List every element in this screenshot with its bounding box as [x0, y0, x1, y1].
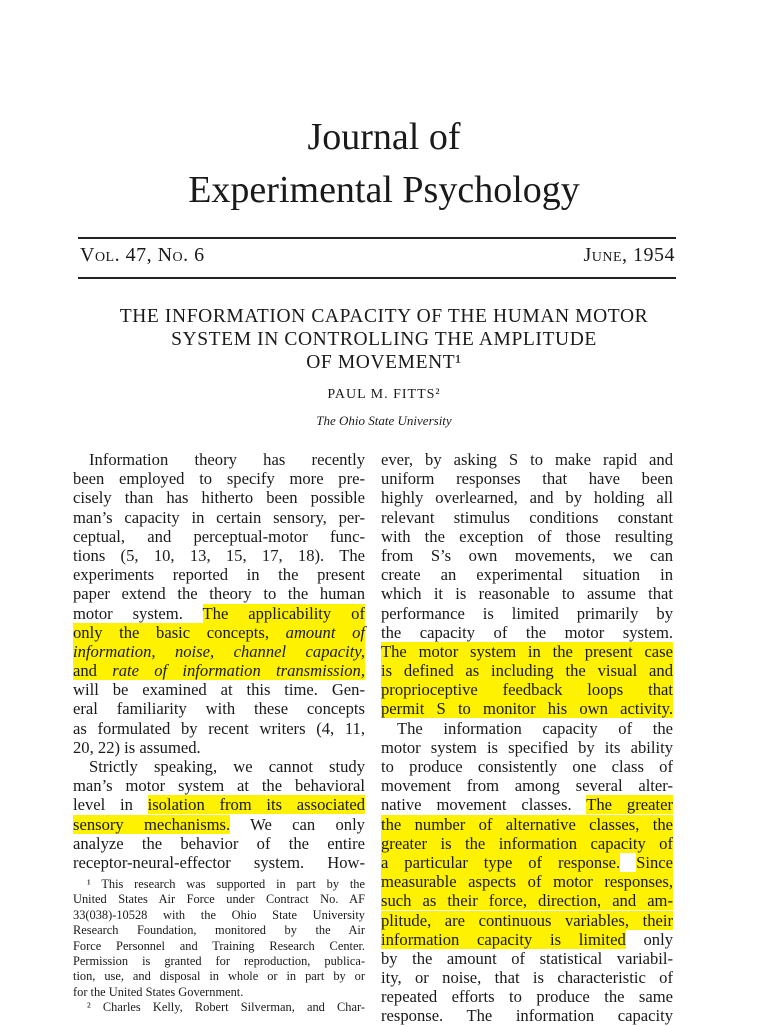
text-line [381, 795, 673, 814]
text-line [381, 680, 673, 699]
text-line: receptor-neural-effector system. How- [73, 852, 365, 872]
highlighted-text: plitude, are continuous variables, their [381, 910, 673, 930]
text-segment: and [73, 661, 97, 681]
right-column [381, 450, 673, 1026]
text-line [381, 930, 673, 949]
header-rule-bottom [78, 277, 676, 279]
author-name: PAUL M. FITTS² [327, 387, 441, 402]
text-line: tions (5, 10, 13, 15, 17, 18). The [73, 545, 365, 565]
text-line [73, 815, 365, 834]
highlighted-text [73, 661, 365, 680]
text-line: movement from among several alter- [381, 776, 673, 796]
journal-title-line2: Experimental Psychology [188, 169, 580, 211]
article-title-line: THE INFORMATION CAPACITY OF THE HUMAN MOTOR [119, 306, 649, 327]
text-line: highly overlearned, and by holding all [381, 488, 673, 508]
text-line: experiments reported in the present [73, 565, 365, 585]
text-line: ceptual, and perceptual-motor func- [73, 526, 365, 546]
text-segment: motor system. [73, 603, 183, 623]
text-line: Information theory has recently [89, 450, 365, 469]
text-line [73, 795, 365, 814]
highlighted-text: greater is the information capacity of [381, 833, 673, 853]
text-line: man’s motor system at the behavioral [73, 776, 365, 796]
highlighted-text: The applicability of [202, 603, 365, 623]
highlighted-text: such as their force, direction, and am- [381, 891, 673, 911]
highlighted-text [73, 623, 365, 642]
text-segment: only the basic concepts, [73, 622, 269, 642]
text-line: ever, by asking S to make rapid and [381, 450, 673, 469]
text-line [73, 642, 365, 661]
text-line [381, 911, 673, 930]
footnote-line: 33(038)-10528 with the Ohio State University [73, 907, 365, 922]
footnote-line: Research Foundation, monitored by the Air [73, 923, 365, 938]
text-line [73, 661, 365, 680]
highlighted-text: proprioceptive feedback loops that [381, 680, 673, 700]
text-line: paper extend the theory to the human [73, 584, 365, 604]
text-line: man’s capacity in certain sensory, per- [73, 507, 365, 527]
highlighted-text: a particular type of response. [381, 852, 621, 872]
text-line: which it is reasonable to assume that [381, 584, 673, 604]
italic-term: rate of information transmission, [112, 661, 365, 681]
text-line: response. The information capacity [381, 1006, 673, 1026]
text-line: to produce consistently one class of [381, 757, 673, 776]
text-segment: We can only [250, 814, 365, 834]
highlighted-text: is defined as including the visual and [381, 661, 673, 681]
header-rule-top [78, 237, 676, 239]
highlighted-italic-text: information, noise, channel capacity, [73, 641, 365, 661]
footnote-line: Force Personnel and Training Research Center. [73, 938, 365, 953]
text-line [381, 642, 673, 661]
text-line: The information capacity of the [397, 718, 673, 738]
text-line: performance is limited primarily by [381, 603, 673, 623]
text-line: cisely than has hitherto been possible [73, 488, 365, 508]
text-line [381, 815, 673, 834]
footnotes [73, 877, 365, 1016]
text-line: uniform responses that have been [381, 469, 673, 489]
highlighted-text: measurable aspects of motor responses, [381, 872, 673, 892]
text-line [381, 834, 673, 853]
highlighted-text: The motor system in the present case [381, 641, 673, 661]
highlighted-text: isolation from its associated [147, 795, 365, 815]
text-line: motor system is specified by its ability [381, 737, 673, 757]
text-line: from S’s own movements, we can [381, 545, 673, 565]
text-line: Strictly speaking, we cannot study [89, 757, 365, 776]
text-line: relevant stimulus conditions constant [381, 507, 673, 527]
text-line [381, 891, 673, 910]
highlighted-text: the number of alternative classes, the [381, 814, 673, 834]
footnote-line: United States Air Force under Contract No. AF [73, 892, 365, 907]
text-line: repeated efforts to produce the same [381, 987, 673, 1007]
text-line: ity, or noise, that is characteristic of [381, 968, 673, 988]
highlighted-text: information capacity is limited [381, 929, 626, 949]
article-title [60, 305, 708, 374]
footnote-line: ² Charles Kelly, Robert Silverman, and Char- [87, 1000, 365, 1015]
text-line: the capacity of the motor system. [381, 622, 673, 642]
footnote-line: ¹ This research was supported in part by the [87, 877, 365, 891]
highlighted-text: sensory mechanisms. [73, 814, 231, 834]
text-line [381, 699, 673, 718]
highlighted-text: Since [636, 852, 673, 872]
text-line: 20, 22) is assumed. [73, 737, 201, 757]
issue-date: June, 1954 [583, 244, 675, 266]
text-line: by the amount of statistical variabil- [381, 948, 673, 968]
volume-number: Vol. 47, No. 6 [80, 244, 205, 266]
text-line [73, 604, 365, 623]
article-title-line: OF MOVEMENT¹ [306, 352, 462, 373]
footnote-line: Permission is granted for reproduction, publica- [73, 953, 365, 968]
italic-term: amount of [285, 622, 365, 642]
text-line: analyze the behavior of the entire [73, 833, 365, 853]
text-line [381, 853, 673, 872]
text-line: as formulated by recent writers (4, 11, [73, 718, 365, 738]
text-segment: native movement classes. [381, 795, 572, 815]
text-line: create an experimental situation in [381, 565, 673, 585]
article-title-line: SYSTEM IN CONTROLLING THE AMPLITUDE [171, 329, 597, 350]
text-line [381, 872, 673, 891]
highlighted-text: permit S to monitor his own activity. [381, 699, 673, 719]
text-segment: only [643, 929, 673, 949]
text-line [381, 661, 673, 680]
highlighted-text: The greater [586, 795, 673, 815]
journal-title-line1: Journal of [307, 116, 461, 158]
text-line: with the exception of those resulting [381, 526, 673, 546]
left-column [73, 450, 365, 872]
footnote-line: tion, use, and disposal in whole or in part by or [73, 969, 365, 984]
author-affiliation: The Ohio State University [316, 413, 452, 428]
text-line: been employed to specify more pre- [73, 469, 365, 489]
text-segment: level in [73, 795, 133, 815]
footnote-line: for the United States Government. [73, 984, 244, 999]
text-line [73, 623, 365, 642]
text-line: eral familiarity with these concepts [73, 699, 365, 719]
text-line: will be examined at this time. Gen- [73, 680, 365, 700]
